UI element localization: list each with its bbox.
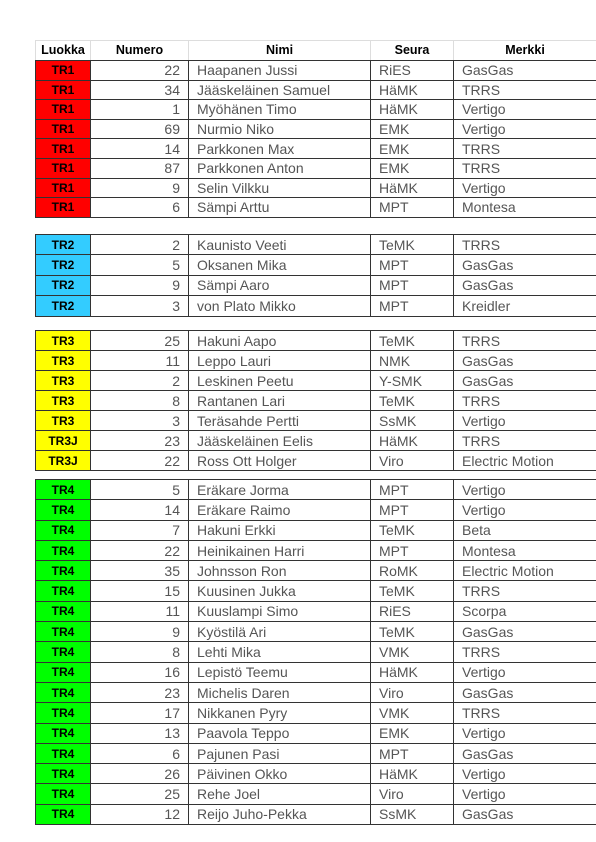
cell-numero: 25 bbox=[91, 784, 189, 804]
table-row bbox=[36, 371, 596, 391]
cell-seura: EMK bbox=[371, 139, 454, 159]
cell-seura: HäMK bbox=[371, 80, 454, 100]
cell-merkki: GasGas bbox=[454, 804, 596, 824]
cell-numero: 15 bbox=[91, 581, 189, 601]
table-row bbox=[36, 80, 596, 100]
cell-seura: MPT bbox=[371, 198, 454, 218]
table-row bbox=[36, 139, 596, 159]
table-row bbox=[36, 451, 596, 471]
table-row bbox=[36, 275, 596, 295]
table-row bbox=[36, 178, 596, 198]
cell-seura: VMK bbox=[371, 703, 454, 723]
cell-merkki: GasGas bbox=[454, 371, 596, 391]
cell-numero: 7 bbox=[91, 520, 189, 540]
header-row bbox=[36, 41, 596, 61]
cell-seura: EMK bbox=[371, 158, 454, 178]
cell-seura: HäMK bbox=[371, 178, 454, 198]
cell-luokka: TR4 bbox=[36, 581, 91, 601]
cell-nimi: Leskinen Peetu bbox=[189, 371, 371, 391]
cell-nimi: Kuusinen Jukka bbox=[189, 581, 371, 601]
cell-numero: 14 bbox=[91, 500, 189, 520]
cell-luokka: TR3 bbox=[36, 411, 91, 431]
cell-numero: 14 bbox=[91, 139, 189, 159]
cell-luokka: TR1 bbox=[36, 80, 91, 100]
group-table-tr3 bbox=[35, 330, 596, 471]
cell-luokka: TR4 bbox=[36, 662, 91, 682]
cell-nimi: Nikkanen Pyry bbox=[189, 703, 371, 723]
cell-numero: 9 bbox=[91, 622, 189, 642]
cell-merkki: GasGas bbox=[454, 622, 596, 642]
cell-seura: RiES bbox=[371, 61, 454, 81]
cell-luokka: TR4 bbox=[36, 642, 91, 662]
cell-luokka: TR1 bbox=[36, 100, 91, 120]
cell-numero: 2 bbox=[91, 235, 189, 255]
cell-luokka: TR4 bbox=[36, 540, 91, 560]
table-row bbox=[36, 198, 596, 218]
cell-luokka: TR3J bbox=[36, 451, 91, 471]
table-row bbox=[36, 622, 596, 642]
table-row bbox=[36, 540, 596, 560]
cell-numero: 13 bbox=[91, 723, 189, 743]
cell-seura: SsMK bbox=[371, 411, 454, 431]
cell-numero: 11 bbox=[91, 601, 189, 621]
cell-seura: HäMK bbox=[371, 100, 454, 120]
table-row bbox=[36, 119, 596, 139]
cell-seura: MPT bbox=[371, 743, 454, 763]
cell-numero: 69 bbox=[91, 119, 189, 139]
cell-merkki: TRRS bbox=[454, 235, 596, 255]
cell-merkki: GasGas bbox=[454, 743, 596, 763]
cell-numero: 2 bbox=[91, 371, 189, 391]
cell-nimi: Michelis Daren bbox=[189, 682, 371, 702]
cell-nimi: Lehti Mika bbox=[189, 642, 371, 662]
cell-nimi: Paavola Teppo bbox=[189, 723, 371, 743]
cell-seura: MPT bbox=[371, 255, 454, 275]
cell-luokka: TR1 bbox=[36, 158, 91, 178]
table-row bbox=[36, 331, 596, 351]
table-row bbox=[36, 431, 596, 451]
table-row bbox=[36, 391, 596, 411]
cell-numero: 8 bbox=[91, 642, 189, 662]
cell-luokka: TR4 bbox=[36, 703, 91, 723]
cell-luokka: TR4 bbox=[36, 784, 91, 804]
cell-nimi: Nurmio Niko bbox=[189, 119, 371, 139]
cell-nimi: von Plato Mikko bbox=[189, 296, 371, 316]
cell-luokka: TR4 bbox=[36, 743, 91, 763]
cell-numero: 16 bbox=[91, 662, 189, 682]
table-row bbox=[36, 682, 596, 702]
group-table-tr1 bbox=[35, 60, 596, 218]
table-row bbox=[36, 520, 596, 540]
cell-merkki: TRRS bbox=[454, 158, 596, 178]
cell-numero: 11 bbox=[91, 351, 189, 371]
cell-nimi: Sämpi Aaro bbox=[189, 275, 371, 295]
cell-seura: TeMK bbox=[371, 622, 454, 642]
cell-luokka: TR1 bbox=[36, 178, 91, 198]
cell-merkki: Vertigo bbox=[454, 178, 596, 198]
cell-nimi: Heinikainen Harri bbox=[189, 540, 371, 560]
table-row bbox=[36, 296, 596, 316]
cell-seura: MPT bbox=[371, 500, 454, 520]
cell-merkki: GasGas bbox=[454, 255, 596, 275]
cell-nimi: Hakuni Erkki bbox=[189, 520, 371, 540]
table-row bbox=[36, 61, 596, 81]
cell-luokka: TR4 bbox=[36, 804, 91, 824]
cell-seura: EMK bbox=[371, 723, 454, 743]
cell-seura: MPT bbox=[371, 540, 454, 560]
cell-merkki: TRRS bbox=[454, 431, 596, 451]
cell-seura: EMK bbox=[371, 119, 454, 139]
cell-numero: 26 bbox=[91, 764, 189, 784]
cell-numero: 6 bbox=[91, 198, 189, 218]
cell-numero: 34 bbox=[91, 80, 189, 100]
cell-luokka: TR3 bbox=[36, 331, 91, 351]
header-nimi: Nimi bbox=[189, 41, 371, 61]
cell-numero: 9 bbox=[91, 178, 189, 198]
cell-numero: 3 bbox=[91, 296, 189, 316]
cell-merkki: TRRS bbox=[454, 391, 596, 411]
cell-seura: SsMK bbox=[371, 804, 454, 824]
cell-merkki: TRRS bbox=[454, 703, 596, 723]
cell-nimi: Kuuslampi Simo bbox=[189, 601, 371, 621]
cell-luokka: TR4 bbox=[36, 682, 91, 702]
cell-merkki: Vertigo bbox=[454, 764, 596, 784]
cell-merkki: GasGas bbox=[454, 275, 596, 295]
cell-luokka: TR2 bbox=[36, 275, 91, 295]
cell-numero: 9 bbox=[91, 275, 189, 295]
cell-merkki: TRRS bbox=[454, 642, 596, 662]
cell-nimi: Rantanen Lari bbox=[189, 391, 371, 411]
cell-luokka: TR4 bbox=[36, 723, 91, 743]
cell-numero: 22 bbox=[91, 451, 189, 471]
cell-seura: TeMK bbox=[371, 331, 454, 351]
cell-seura: Viro bbox=[371, 784, 454, 804]
cell-luokka: TR3 bbox=[36, 391, 91, 411]
table-row bbox=[36, 784, 596, 804]
cell-luokka: TR3J bbox=[36, 431, 91, 451]
cell-luokka: TR1 bbox=[36, 198, 91, 218]
cell-seura: HäMK bbox=[371, 764, 454, 784]
cell-luokka: TR4 bbox=[36, 520, 91, 540]
cell-merkki: Vertigo bbox=[454, 119, 596, 139]
cell-numero: 5 bbox=[91, 255, 189, 275]
cell-seura: Viro bbox=[371, 682, 454, 702]
cell-nimi: Hakuni Aapo bbox=[189, 331, 371, 351]
cell-nimi: Parkkonen Anton bbox=[189, 158, 371, 178]
cell-merkki: GasGas bbox=[454, 682, 596, 702]
cell-merkki: TRRS bbox=[454, 581, 596, 601]
cell-nimi: Lepistö Teemu bbox=[189, 662, 371, 682]
cell-nimi: Myöhänen Timo bbox=[189, 100, 371, 120]
header-luokka: Luokka bbox=[36, 41, 91, 61]
cell-merkki: Vertigo bbox=[454, 100, 596, 120]
cell-nimi: Rehe Joel bbox=[189, 784, 371, 804]
cell-nimi: Sämpi Arttu bbox=[189, 198, 371, 218]
cell-seura: RoMK bbox=[371, 561, 454, 581]
cell-merkki: Montesa bbox=[454, 198, 596, 218]
table-row bbox=[36, 703, 596, 723]
cell-numero: 12 bbox=[91, 804, 189, 824]
cell-seura: NMK bbox=[371, 351, 454, 371]
table-row bbox=[36, 743, 596, 763]
group-table-tr4 bbox=[35, 479, 596, 825]
cell-merkki: Vertigo bbox=[454, 784, 596, 804]
cell-nimi: Kaunisto Veeti bbox=[189, 235, 371, 255]
cell-numero: 22 bbox=[91, 540, 189, 560]
cell-merkki: Scorpa bbox=[454, 601, 596, 621]
cell-numero: 23 bbox=[91, 682, 189, 702]
table-row bbox=[36, 500, 596, 520]
cell-seura: RiES bbox=[371, 601, 454, 621]
cell-merkki: Vertigo bbox=[454, 723, 596, 743]
cell-nimi: Päivinen Okko bbox=[189, 764, 371, 784]
cell-nimi: Parkkonen Max bbox=[189, 139, 371, 159]
cell-nimi: Eräkare Raimo bbox=[189, 500, 371, 520]
group-table-tr2 bbox=[35, 234, 596, 317]
table-row bbox=[36, 255, 596, 275]
cell-luokka: TR1 bbox=[36, 139, 91, 159]
cell-luokka: TR4 bbox=[36, 561, 91, 581]
cell-luokka: TR2 bbox=[36, 235, 91, 255]
table-row bbox=[36, 411, 596, 431]
cell-numero: 5 bbox=[91, 480, 189, 500]
cell-nimi: Jääskeläinen Samuel bbox=[189, 80, 371, 100]
cell-nimi: Leppo Lauri bbox=[189, 351, 371, 371]
table-row bbox=[36, 351, 596, 371]
cell-numero: 1 bbox=[91, 100, 189, 120]
cell-nimi: Pajunen Pasi bbox=[189, 743, 371, 763]
cell-numero: 25 bbox=[91, 331, 189, 351]
cell-seura: Y-SMK bbox=[371, 371, 454, 391]
cell-merkki: Vertigo bbox=[454, 480, 596, 500]
cell-merkki: Kreidler bbox=[454, 296, 596, 316]
cell-seura: TeMK bbox=[371, 391, 454, 411]
cell-nimi: Reijo Juho-Pekka bbox=[189, 804, 371, 824]
cell-seura: Viro bbox=[371, 451, 454, 471]
cell-merkki: TRRS bbox=[454, 139, 596, 159]
cell-merkki: TRRS bbox=[454, 331, 596, 351]
cell-merkki: Montesa bbox=[454, 540, 596, 560]
cell-luokka: TR2 bbox=[36, 296, 91, 316]
cell-merkki: Vertigo bbox=[454, 500, 596, 520]
cell-merkki: Electric Motion bbox=[454, 451, 596, 471]
cell-merkki: TRRS bbox=[454, 80, 596, 100]
cell-luokka: TR4 bbox=[36, 601, 91, 621]
cell-luokka: TR2 bbox=[36, 255, 91, 275]
cell-nimi: Ross Ott Holger bbox=[189, 451, 371, 471]
cell-numero: 23 bbox=[91, 431, 189, 451]
cell-nimi: Oksanen Mika bbox=[189, 255, 371, 275]
header-table bbox=[35, 40, 596, 61]
table-row bbox=[36, 100, 596, 120]
cell-numero: 17 bbox=[91, 703, 189, 723]
header-numero: Numero bbox=[91, 41, 189, 61]
cell-numero: 8 bbox=[91, 391, 189, 411]
cell-luokka: TR4 bbox=[36, 622, 91, 642]
cell-seura: MPT bbox=[371, 296, 454, 316]
cell-nimi: Haapanen Jussi bbox=[189, 61, 371, 81]
cell-seura: MPT bbox=[371, 480, 454, 500]
cell-merkki: Vertigo bbox=[454, 662, 596, 682]
cell-numero: 6 bbox=[91, 743, 189, 763]
cell-luokka: TR4 bbox=[36, 500, 91, 520]
cell-merkki: Vertigo bbox=[454, 411, 596, 431]
cell-merkki: Electric Motion bbox=[454, 561, 596, 581]
cell-nimi: Johnsson Ron bbox=[189, 561, 371, 581]
cell-nimi: Selin Vilkku bbox=[189, 178, 371, 198]
cell-merkki: GasGas bbox=[454, 351, 596, 371]
table-row bbox=[36, 764, 596, 784]
table-row bbox=[36, 723, 596, 743]
cell-nimi: Teräsahde Pertti bbox=[189, 411, 371, 431]
cell-seura: TeMK bbox=[371, 520, 454, 540]
cell-luokka: TR3 bbox=[36, 371, 91, 391]
cell-seura: HäMK bbox=[371, 431, 454, 451]
cell-luokka: TR4 bbox=[36, 480, 91, 500]
cell-seura: TeMK bbox=[371, 235, 454, 255]
cell-luokka: TR1 bbox=[36, 61, 91, 81]
cell-merkki: GasGas bbox=[454, 61, 596, 81]
cell-luokka: TR1 bbox=[36, 119, 91, 139]
cell-numero: 3 bbox=[91, 411, 189, 431]
table-row bbox=[36, 601, 596, 621]
cell-numero: 22 bbox=[91, 61, 189, 81]
cell-merkki: Beta bbox=[454, 520, 596, 540]
table-row bbox=[36, 480, 596, 500]
cell-seura: VMK bbox=[371, 642, 454, 662]
cell-seura: MPT bbox=[371, 275, 454, 295]
cell-nimi: Jääskeläinen Eelis bbox=[189, 431, 371, 451]
cell-nimi: Eräkare Jorma bbox=[189, 480, 371, 500]
table-row bbox=[36, 158, 596, 178]
cell-numero: 35 bbox=[91, 561, 189, 581]
table-row bbox=[36, 662, 596, 682]
cell-numero: 87 bbox=[91, 158, 189, 178]
header-seura: Seura bbox=[371, 41, 454, 61]
table-row bbox=[36, 235, 596, 255]
cell-nimi: Kyöstilä Ari bbox=[189, 622, 371, 642]
cell-seura: TeMK bbox=[371, 581, 454, 601]
header-merkki: Merkki bbox=[454, 41, 596, 61]
table-row bbox=[36, 561, 596, 581]
cell-seura: HäMK bbox=[371, 662, 454, 682]
table-row bbox=[36, 581, 596, 601]
cell-luokka: TR3 bbox=[36, 351, 91, 371]
table-row bbox=[36, 642, 596, 662]
cell-luokka: TR4 bbox=[36, 764, 91, 784]
table-row bbox=[36, 804, 596, 824]
